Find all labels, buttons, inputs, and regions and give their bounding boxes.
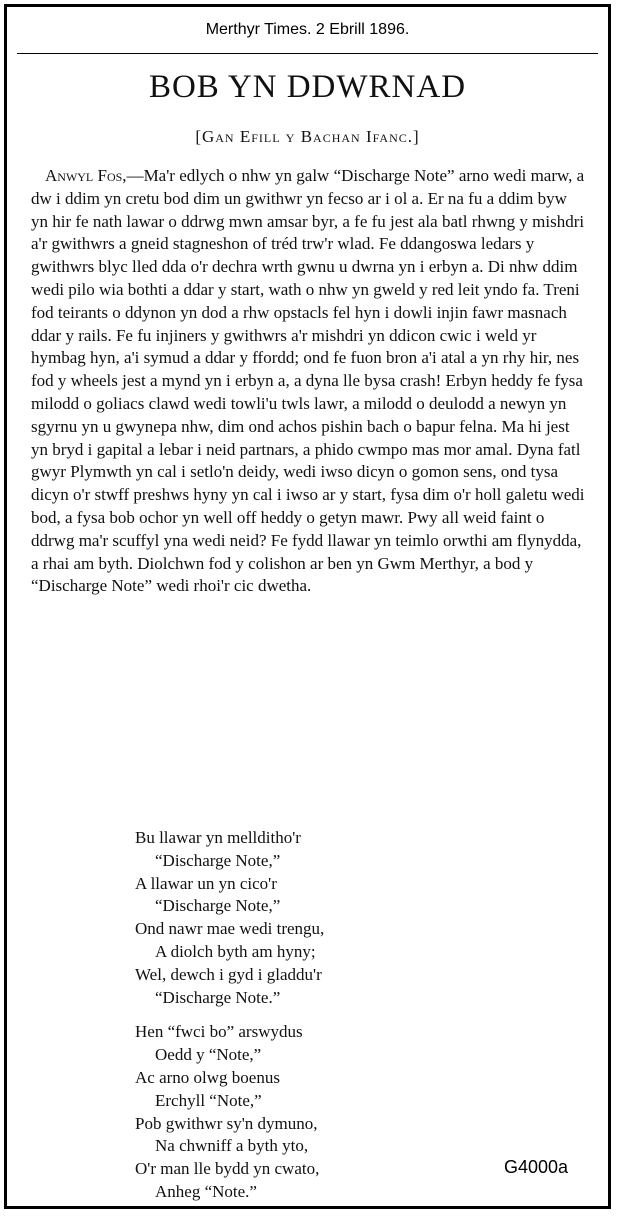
- headline: BOB YN DDWRNAD: [148, 69, 467, 105]
- byline: [Gan Efill y Bachan Ifanc.]: [195, 127, 420, 146]
- poem-line: “Discharge Note.”: [155, 987, 281, 1007]
- article-lead: Anwyl Fos,: [45, 166, 127, 185]
- page-frame: [4, 4, 611, 1209]
- source-line: Merthyr Times. 2 Ebrill 1896.: [205, 21, 410, 38]
- poem-line: Anheg “Note.”: [155, 1181, 257, 1201]
- poem-line: “Discharge Note,”: [155, 850, 281, 870]
- catalog-code: G4000a: [503, 1157, 568, 1177]
- poem-line: “Discharge Note,”: [155, 896, 281, 916]
- poem-line: Ac arno olwg boenus: [135, 1067, 280, 1087]
- article-body: [31, 165, 588, 598]
- poem-line: Pob gwithwr sy'n dymuno,: [135, 1113, 318, 1133]
- article-text: —Ma'r edlych o nhw yn galw “Discharge Note” arno wedi marw, a dw i ddim yn cretu bod dim un gwithwr yn fecso ar i ol a. Er na fu a ddim byw yn hir fe nath lawar o ddrwg mwn amsar byr, a fe fu jest ala batl rhwng y mishdri a'r gwithwrs a gneid stagneshon of tréd trw'r wlad. Fe ddangoswa ledars y gwithwrs blyc lled dda o'r dechra wrth gwnu u dwrna yn i erbyn a. Di nhw ddim wedi pilo wia bothti a ddar y start, wath o nhw yn gweld y red leit yndo fa. Treni fod teirants o ddynon yn dod a rhw opstacls fel hyn i dowli injin fawr masnach ddar y rails. Fe fu injiners y gwithwrs a'r mishdri yn ddicon cwic i weld yr hymbag hyn, a'i symud a ddar y ffordd; ond fe fuon bron a'i atal a yn rhy hir, nes fod y wheels jest a mynd yn i erbyn a, a dyna lle bysa crash! Erbyn heddy fe fysa milodd o goliacs clawd wedi towli'u twls lawr, a milodd o deulodd a newyn yn sgyrnu yn u gwynepa nhw, dim ond achos pishin bach o bapur felna. Ma hi jest yn bryd i gapital a lebar i neid partnars, a phido cwmpo mas mor amal. Dyna fatl gwyr Plymwth yn cal i setlo'n deidy, wedi iwso dicyn o gomon sens, ond tysa dicyn o'r stwff preshws hyny yn cal i iwso ar y start, fysa dim o'r holl galetu wedi bod, a fysa bob ochor yn well off heddy o getyn mawr. Pwy all weid faint o ddrwg ma'r scuffyl yna wedi neid? Fe fydd llawar yn teimlo orwthi am flynydda, a rhai am byth. Diolchwn fod y colishon ar ben yn Gwm Merthyr, a bod y “Discharge Note” wedi rhoi'r cic dwetha.: [31, 166, 585, 596]
- divider: [17, 53, 598, 54]
- poem-line: Wel, dewch i gyd i gladdu'r: [135, 964, 322, 984]
- article-paragraph: [31, 165, 588, 598]
- poem-line: O'r man lle bydd yn cwato,: [135, 1159, 320, 1179]
- poem: [135, 827, 324, 1204]
- poem-line: Ond nawr mae wedi trengu,: [135, 919, 325, 939]
- poem-line: Na chwniff a byth yto,: [155, 1136, 309, 1156]
- poem-line: Hen “fwci bo” arswydus: [135, 1022, 303, 1042]
- poem-line: Oedd y “Note,”: [155, 1045, 262, 1065]
- poem-line: Bu llawar yn mellditho'r: [135, 828, 301, 847]
- poem-line: A llawar un yn cico'r: [135, 873, 277, 893]
- poem-line: Erchyll “Note,”: [155, 1090, 262, 1110]
- poem-line: A diolch byth am hyny;: [155, 941, 316, 961]
